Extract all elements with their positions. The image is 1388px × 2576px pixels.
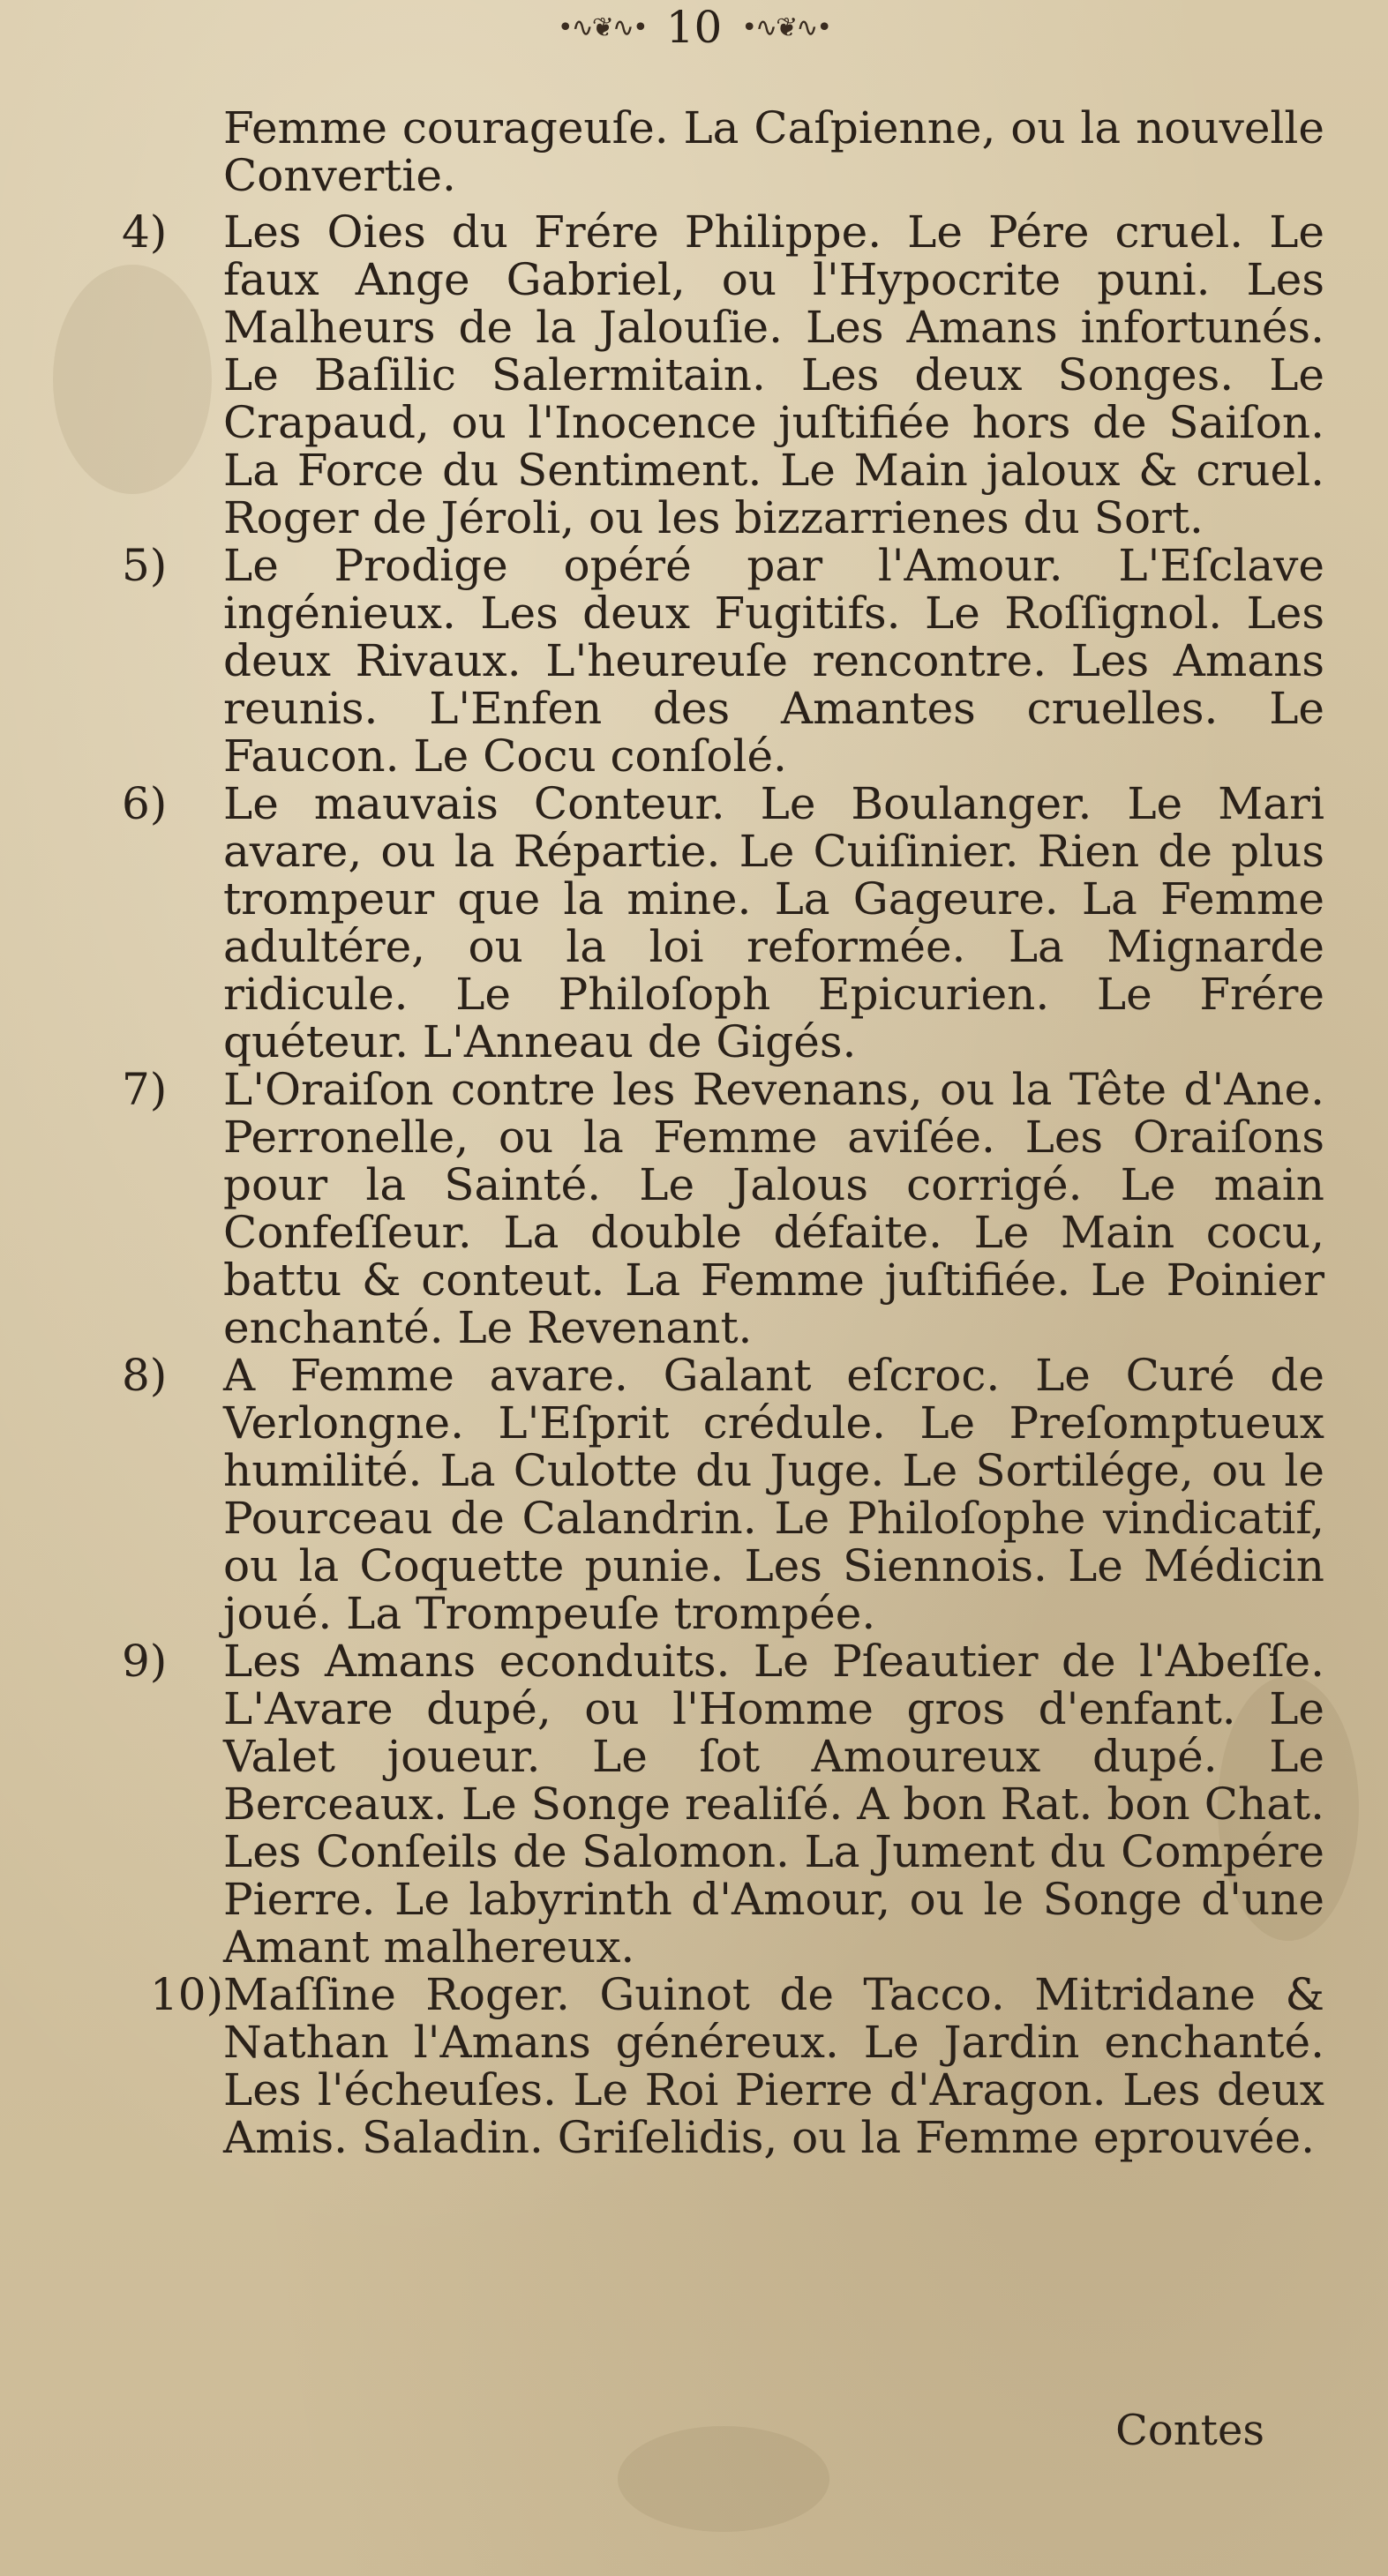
- entry-text: Maſſine Roger. Guinot de Tacco. Mitridane & Nathan l'Amans généreux. Le Jardin enchanté. Les l'écheuſes. Le Roi Pierre d'Aragon. Les deux Amis. Saladin. Griſelidis, ou la Femme eprouvée.: [223, 1969, 1324, 2163]
- list-item: [0, 780, 1388, 1066]
- list-item: [0, 1066, 1388, 1352]
- entry-number: 10): [150, 1969, 224, 2020]
- entry-text: Les Oies du Frére Philippe. Le Pére cruel. Le faux Ange Gabriel, ou l'Hypocrite puni. Les Malheurs de la Jalouſie. Les Amans infortunés. Le Baſilic Salermitain. Les deux Songes. Le Crapaud, ou l'Inocence juſtifiée hors de Saiſon. La Force du Sentiment. Le Main jaloux & cruel. Roger de Jéroli, ou les bizzarrienes du Sort.: [223, 206, 1324, 543]
- list-item: [0, 1971, 1388, 2161]
- entry-number: 4): [122, 206, 168, 258]
- list-item: [0, 1352, 1388, 1637]
- list-item: [0, 104, 1388, 199]
- paper-stain: [618, 2426, 829, 2532]
- entry-text: Le mauvais Conteur. Le Boulanger. Le Mari avare, ou la Répartie. Le Cuiſinier. Rien de plus trompeur que la mine. La Gageure. La Femme adultére, ou la loi reformée. La Mignarde ridicule. Le Philoſoph Epicurien. Le Frére quéteur. L'Anneau de Gigés.: [223, 778, 1324, 1067]
- page-header: [0, 2, 1388, 53]
- catchword: Contes: [1115, 2406, 1264, 2455]
- entry-text: L'Oraiſon contre les Revenans, ou la Tête d'Ane. Perronelle, ou la Femme aviſée. Les Oraiſons pour la Sainté. Le Jalous corrigé. Le main Confeſſeur. La double défaite. Le Main cocu, battu & conteut. La Femme juſtifiée. Le Poinier enchanté. Le Revenant.: [223, 1064, 1324, 1353]
- page-number: 10: [665, 2, 723, 53]
- list-item: [0, 208, 1388, 542]
- entry-number: 5): [122, 540, 168, 591]
- list-item: [0, 542, 1388, 780]
- page-body: [0, 104, 1388, 2161]
- entry-number: 6): [122, 778, 168, 829]
- entry-number: 7): [122, 1064, 168, 1115]
- ornament-right-icon: •∿❦∿•: [741, 11, 831, 43]
- list-item: [0, 1637, 1388, 1971]
- entry-number: 9): [122, 1636, 168, 1687]
- entry-text: Le Prodige opéré par l'Amour. L'Eſclave ingénieux. Les deux Fugitifs. Le Roſſignol. Les deux Rivaux. L'heureuſe rencontre. Les Amans reunis. L'Enfen des Amantes cruelles. Le Faucon. Le Cocu conſolé.: [223, 540, 1324, 782]
- entry-text: A Femme avare. Galant eſcroc. Le Curé de Verlongne. L'Eſprit crédule. Le Preſomptueux humilité. La Culotte du Juge. Le Sortilége, ou le Pourceau de Calandrin. Le Philoſophe vindicatif, ou la Coquette punie. Les Siennois. Le Médicin joué. La Trompeuſe trompée.: [223, 1350, 1324, 1639]
- ornament-left-icon: •∿❦∿•: [557, 11, 647, 43]
- entry-text: Les Amans econduits. Le Pſeautier de l'Abeſſe. L'Avare dupé, ou l'Homme gros d'enfant. Le Valet joueur. Le ſot Amoureux dupé. Le Berceaux. Le Songe realiſé. A bon Rat. bon Chat. Les Conſeils de Salomon. La Jument du Compére Pierre. Le labyrinth d'Amour, ou le Songe d'une Amant malhereux.: [223, 1636, 1324, 1973]
- entry-text: Femme courageuſe. La Caſpienne, ou la nouvelle Convertie.: [223, 102, 1324, 201]
- entry-number: 8): [122, 1350, 168, 1401]
